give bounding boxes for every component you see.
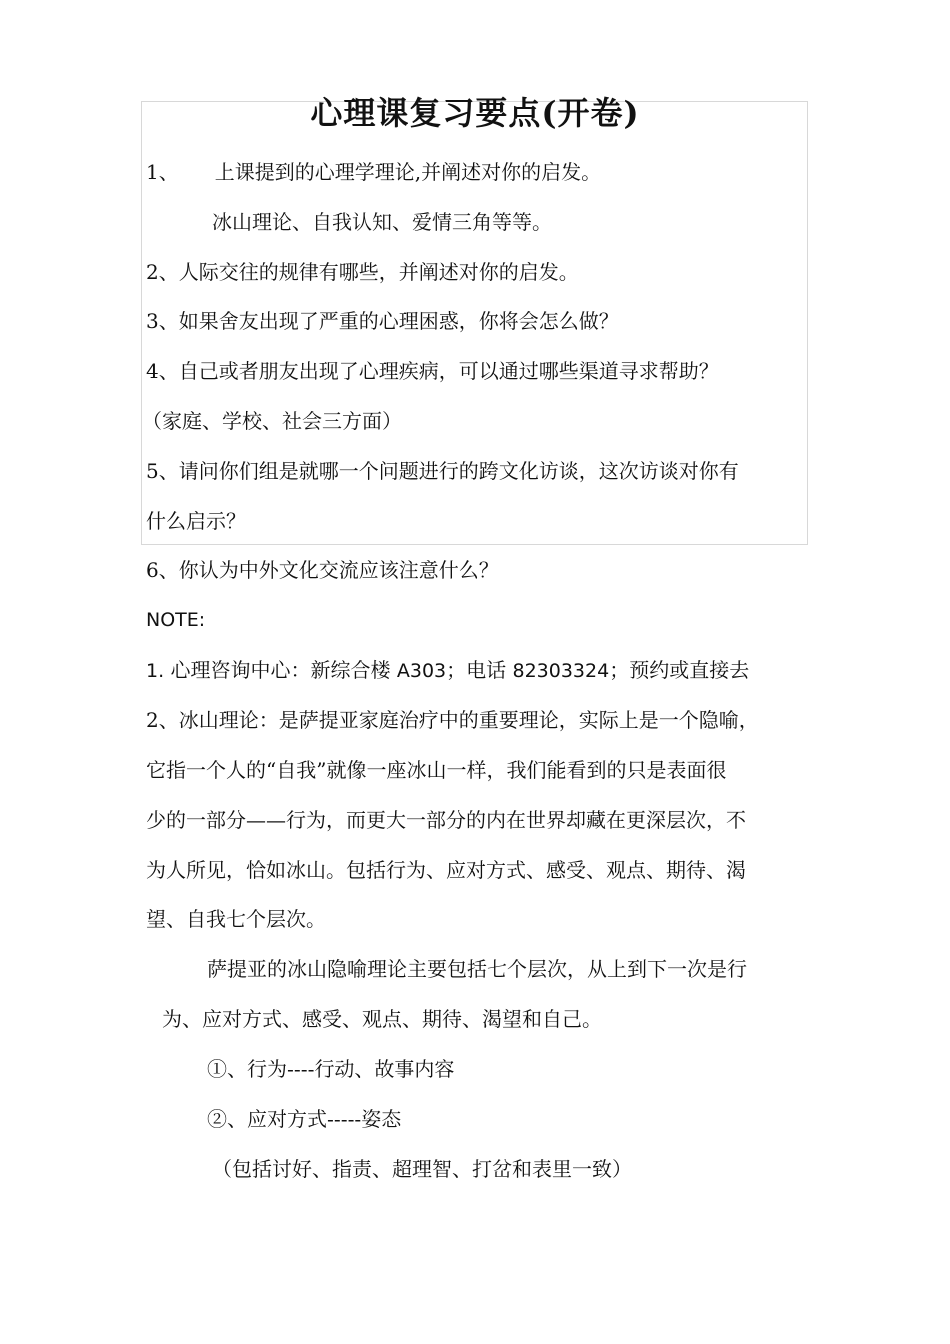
- level-1: [207, 1055, 454, 1084]
- note-2-line-1: 2、冰山理论：是萨提亚家庭治疗中的重要理论，实际上是一个隐喻，: [146, 708, 759, 732]
- note-1-phone: 82303324: [512, 660, 610, 682]
- note-1-room: A303: [396, 660, 447, 682]
- question-3: 3、如果舍友出现了严重的心理困惑，你将会怎么做？: [146, 309, 619, 333]
- level-2-dash: -----: [327, 1109, 362, 1131]
- page-title: 心理课复习要点(开卷): [310, 94, 640, 132]
- question-1-answer: 冰山理论、自我认知、爱情三角等等。: [212, 210, 552, 234]
- question-4-hint: （家庭、学校、社会三方面）: [142, 409, 402, 433]
- note-label: NOTE:: [146, 609, 206, 631]
- question-5-line-2: 什么启示？: [146, 509, 246, 533]
- paragraph-line-1: 萨提亚的冰山隐喻理论主要包括七个层次，从上到下一次是行: [207, 957, 747, 981]
- paragraph-line-2: 为、应对方式、感受、观点、期待、渴望和自己。: [162, 1007, 602, 1031]
- question-1: [146, 158, 601, 186]
- note-2-line-4: 为人所见，恰如冰山。包括行为、应对方式、感受、观点、期待、渴: [146, 858, 746, 882]
- note-2-line-3: 少的一部分——行为，而更大一部分的内在世界却藏在更深层次，不: [146, 808, 746, 832]
- question-5-line-1: 5、请问你们组是就哪一个问题进行的跨文化访谈，这次访谈对你有: [146, 459, 739, 483]
- level-1-marker: ①、行为: [207, 1057, 287, 1081]
- level-1-dash: ----: [287, 1059, 315, 1081]
- level-2-text: 姿态: [361, 1107, 402, 1131]
- level-2: [207, 1105, 401, 1134]
- note-1-text-3: ；预约或直接去: [609, 658, 750, 682]
- question-4: 4、自己或者朋友出现了心理疾病，可以通过哪些渠道寻求帮助？: [146, 359, 719, 383]
- note-1-prefix: 1.: [146, 660, 165, 682]
- question-1-text: 上课提到的心理学理论,并阐述对你的启发。: [214, 160, 602, 184]
- note-1-text-1: 心理咨询中心：新综合楼: [170, 658, 391, 682]
- levels-note: （包括讨好、指责、超理智、打岔和表里一致）: [212, 1157, 632, 1181]
- question-2: 2、人际交往的规律有哪些，并阐述对你的启发。: [146, 260, 579, 284]
- note-1-text-2: ；电话: [446, 658, 507, 682]
- note-2-line-5: 望、自我七个层次。: [146, 907, 326, 931]
- level-1-text: 行动、故事内容: [314, 1057, 455, 1081]
- note-2-line-2: 它指一个人的“自我”就像一座冰山一样，我们能看到的只是表面很: [146, 758, 727, 782]
- note-1: [146, 656, 749, 685]
- question-6: 6、你认为中外文化交流应该注意什么？: [146, 558, 499, 582]
- question-1-number: 1、: [146, 160, 179, 184]
- level-2-marker: ②、应对方式: [207, 1107, 327, 1131]
